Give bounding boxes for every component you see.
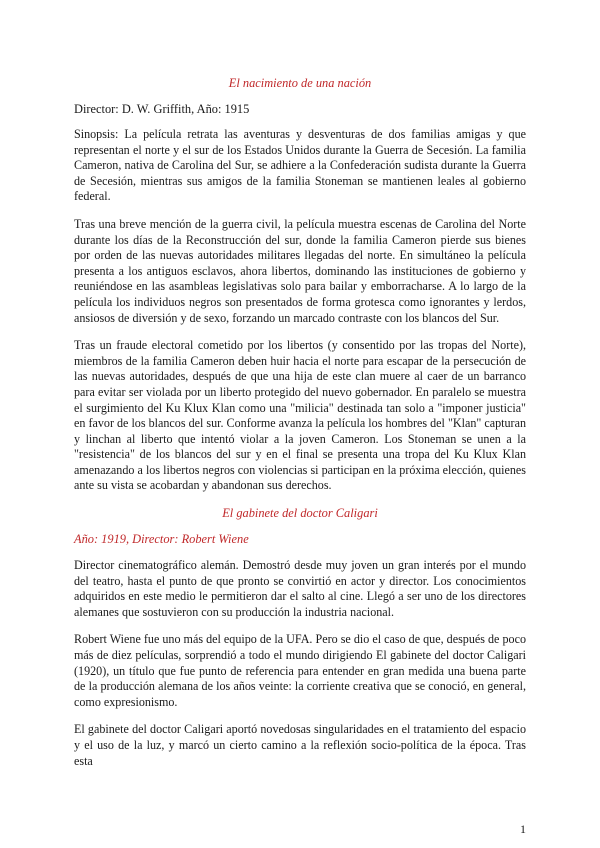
paragraph-caligari-style: El gabinete del doctor Caligari aportó novedosas singularidades en el tratamiento del espacio y el uso de la luz, y marcó un cierto camino a la reflexión socio-política de la época. Tras esta: [74, 722, 526, 768]
section-title-birth-of-a-nation: El nacimiento de una nación: [228, 76, 372, 90]
section-subtitle-caligari: Año: 1919, Director: Robert Wiene: [74, 532, 249, 547]
paragraph-wiene-bio: Director cinematográfico alemán. Demostró desde muy joven un gran interés por el mundo del teatro, hasta el punto de que pronto se convirtió en actor y director. Los conocimientos adquiridos en este medio le permitieron dar el salto al cine. Llegó a ser uno de los directores alemanes que sostuvieron con su producción la industria nacional.: [74, 558, 526, 619]
paragraph-synopsis: Sinopsis: La película retrata las aventuras y desventuras de dos familias amigas y que representan el norte y el sur de los Estados Unidos durante la Guerra de Secesión. La familia Cameron, nativa de Carolina del Sur, se adhiere a la Confederación sudista durante la Guerra de Secesión, mientras sus amigos de la familia Stoneman se mantienen leales al gobierno federal.: [74, 127, 526, 204]
section-title-caligari: El gabinete del doctor Caligari: [222, 506, 378, 521]
paragraph-ufa: Robert Wiene fue uno más del equipo de la UFA. Pero se dio el caso de que, después de poco más de diez películas, sorprendió a todo el mundo dirigiendo El gabinete del doctor Caligari (1920), un título que fue punto de referencia para entender en gran medida una buena parte de la producción alemana de los años veinte: la corriente creativa que se conoció, en general, como expresionismo.: [74, 632, 526, 709]
paragraph-klan: Tras un fraude electoral cometido por los libertos (y consentido por las tropas del Norte), miembros de la familia Cameron deben huir hacia el norte para escapar de la persecución de las nuevas autoridades, después de que una hija de este clan muere al caer de un barranco para evitar ser violada por un liberto protegido del nuevo gobernador. En paralelo se muestra el surgimiento del Ku Klux Klan como una "milicia" destinada tan solo a "imponer justicia" en favor de los blancos del sur. Conforme avanza la película los hombres del "Klan" capturan y linchan al liberto que intentó violar a la joven Cameron. Los Stoneman se unen a la "resistencia" de los blancos del sur y en el final se presenta una tropa del Ku Klux Klan amenazando a los libertos negros con violencias si participan en la próxima elección, quienes ante su vista se acobardan y abandonan sus derechos.: [74, 338, 526, 493]
paragraph-reconstruction: Tras una breve mención de la guerra civil, la película muestra escenas de Carolina del Norte durante los días de la Reconstrucción del sur, donde la familia Cameron pierde sus bienes por orden de las nuevas autoridades militares llegadas del norte. En simultáneo la película presenta a los antiguos esclavos, ahora libertos, dominando las instituciones de gobierno y reuniéndose en las asambleas legislativas solo para bailar y emborracharse. A lo largo de la película los individuos negros son presentados de forma grotesca como ignorantes y lerdos, ansiosos de diversión y de sexo, forzando un marcado contraste con los blancos del Sur.: [74, 216, 526, 325]
document-page: [74, 76, 526, 781]
director-line: Director: D. W. Griffith, Año: 1915: [74, 102, 250, 116]
page-number: 1: [520, 822, 526, 836]
